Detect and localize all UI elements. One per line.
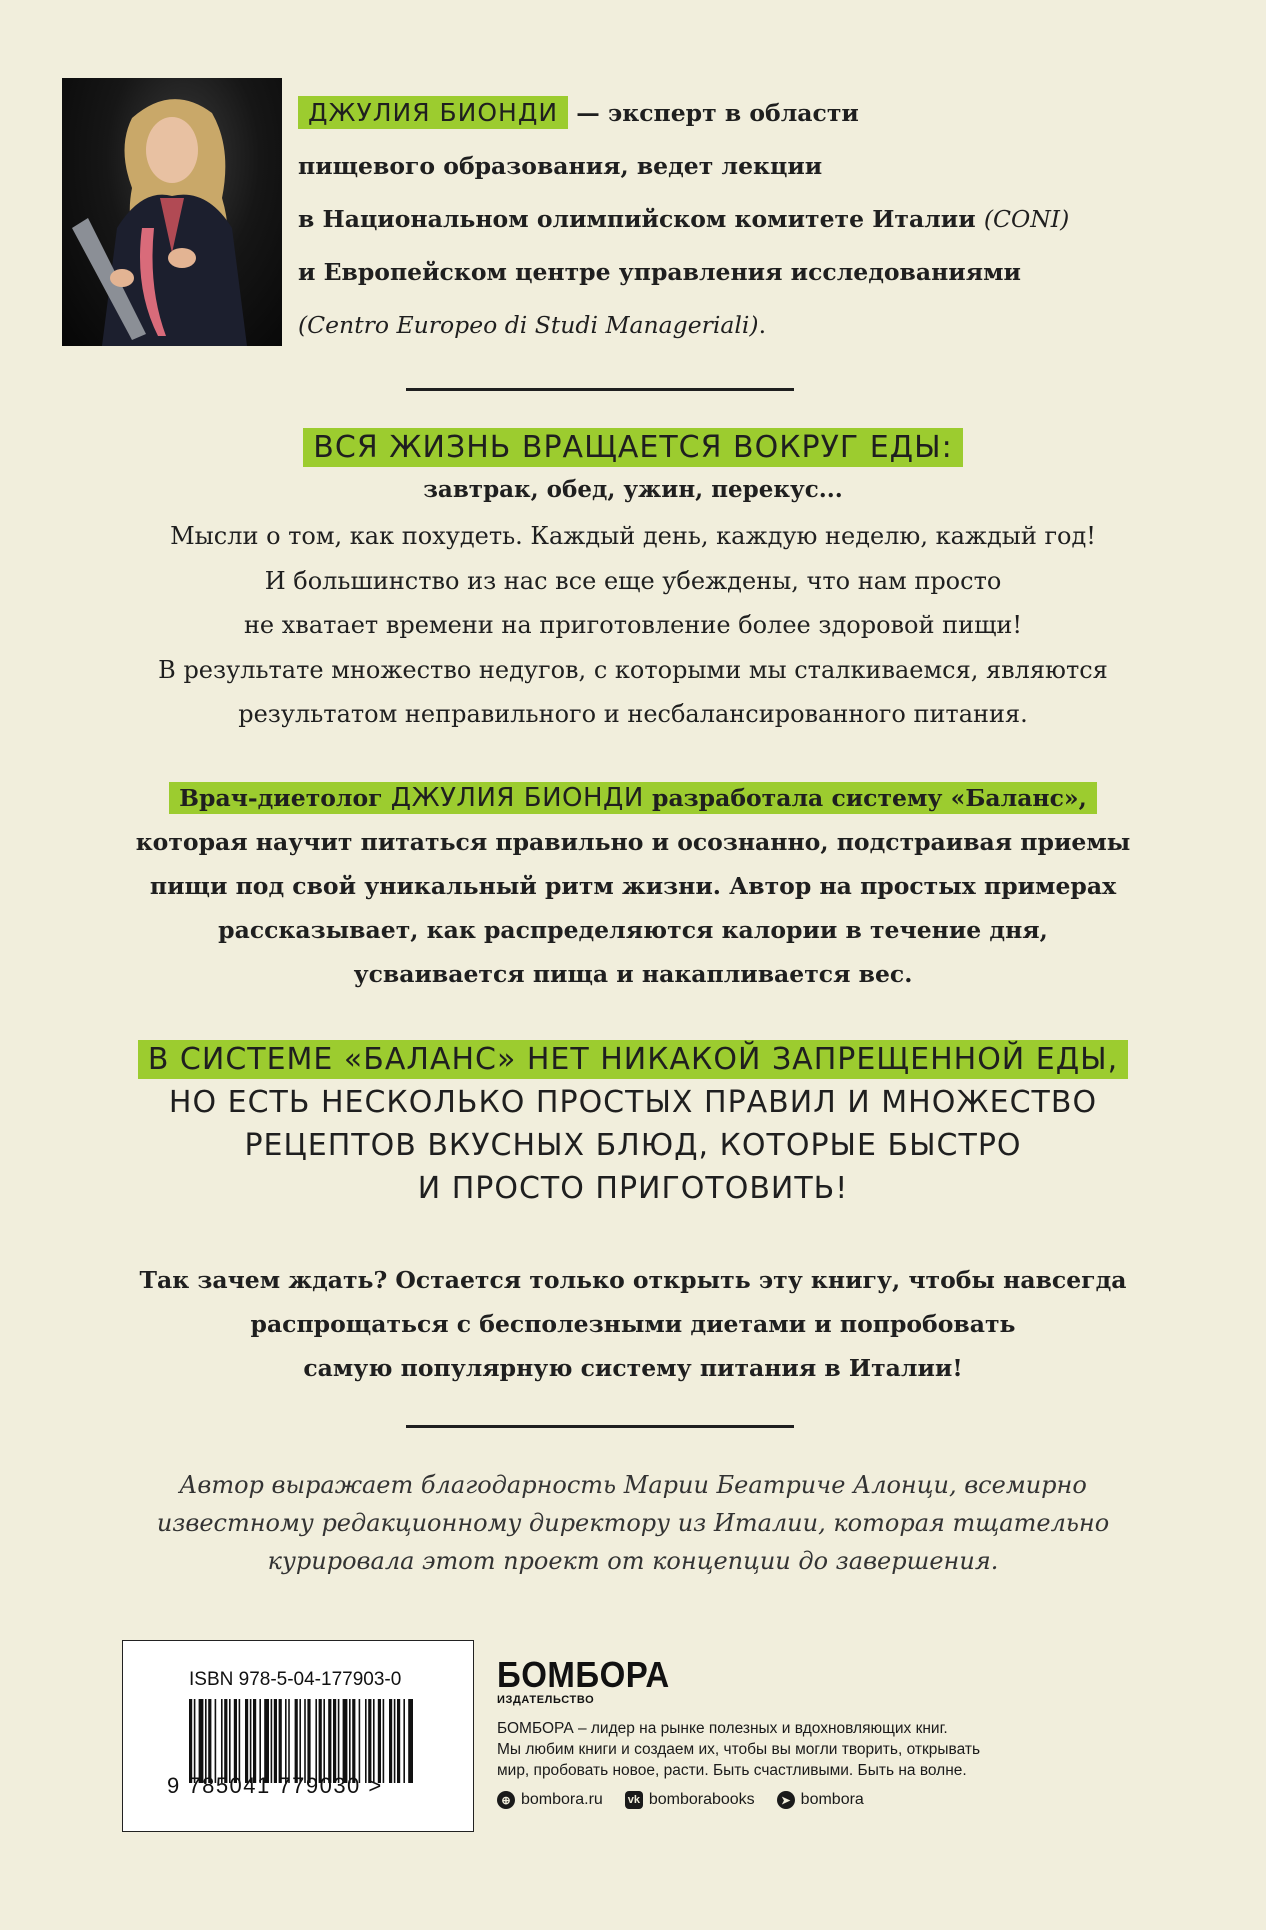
publisher-description: [497, 1718, 1057, 1781]
acknowledgement: [60, 1466, 1206, 1580]
vk-link[interactable]: vk bomborabooks: [625, 1791, 755, 1809]
text-line: курировала этот проект от концепции до завершения.: [267, 1547, 999, 1575]
text-line: Мы любим книги и создаем их, чтобы вы могли творить, открывать: [497, 1741, 981, 1758]
forbidden-food-heading: В СИСТЕМЕ «БАЛАНС» НЕТ НИКАКОЙ ЗАПРЕЩЕННОЙ ЕДЫ,: [60, 1038, 1206, 1081]
text-line: И большинство из нас все еще убеждены, что нам просто: [264, 566, 1002, 595]
text-line: БОМБОРА – лидер на рынке полезных и вдохновляющих книг.: [497, 1720, 948, 1737]
isbn-label: ISBN 978-5-04-177903-0: [189, 1669, 402, 1690]
text-line: известному редакционному директору из Италии, которая тщательно: [156, 1509, 1110, 1537]
publisher-links: [497, 1791, 1057, 1809]
balance-highlight-line: Врач-диетолог ДЖУЛИЯ БИОНДИ разработала систему «Баланс»,: [60, 776, 1206, 820]
author-bio-line-5: (Centro Europeo di Studi Manageriali).: [298, 311, 767, 339]
text-line: Автор выражает благодарность Марии Беатриче Алонци, всемирно: [179, 1471, 1087, 1499]
text-line: усваивается пища и накапливается вес.: [353, 960, 913, 988]
author-photo: [62, 78, 282, 346]
text-line: пищи под свой уникальный ритм жизни. Автор на простых примерах: [149, 872, 1117, 900]
globe-icon: ⊕: [497, 1791, 515, 1809]
author-bio: [298, 86, 1198, 352]
vk-icon: vk: [625, 1791, 643, 1809]
section-food-heading: ВСЯ ЖИЗНЬ ВРАЩАЕТСЯ ВОКРУГ ЕДЫ:: [60, 426, 1206, 470]
text-line: самую популярную систему питания в Италии!: [303, 1354, 963, 1382]
section-call-to-action: [60, 1258, 1206, 1390]
section-no-forbidden-food: [60, 1038, 1206, 1210]
telegram-icon: ➤: [777, 1791, 795, 1809]
text-line: РЕЦЕПТОВ ВКУСНЫХ БЛЮД, КОТОРЫЕ БЫСТРО: [244, 1128, 1022, 1163]
text-line: рассказывает, как распределяются калории в течение дня,: [218, 916, 1048, 944]
text-line: И ПРОСТО ПРИГОТОВИТЬ!: [417, 1171, 849, 1206]
website-link[interactable]: ⊕ bombora.ru: [497, 1791, 603, 1809]
author-bio-line-4: и Европейском центре управления исследованиями: [298, 258, 1021, 286]
author-name-highlight: ДЖУЛИЯ БИОНДИ: [298, 96, 568, 129]
text-line: распрощаться с бесполезными диетами и попробовать: [250, 1310, 1016, 1338]
divider-top: [406, 388, 794, 391]
text-line: результатом неправильного и несбалансированного питания.: [238, 700, 1028, 728]
isbn-barcode-box: [122, 1640, 474, 1832]
text-line: Мысли о том, как похудеть. Каждый день, каждую неделю, каждый год!: [170, 522, 1096, 550]
publisher-subtitle: ИЗДАТЕЛЬСТВО: [497, 1694, 595, 1706]
barcode-image: [189, 1699, 413, 1783]
text-line: мир, пробовать новое, расти. Быть счастливыми. Быть на волне.: [497, 1762, 967, 1779]
author-bio-line-1: ДЖУЛИЯ БИОНДИ — эксперт в области: [298, 86, 1198, 140]
publisher-block: [497, 1653, 1057, 1809]
telegram-link[interactable]: ➤ bombora: [777, 1791, 864, 1809]
section-food-body: [60, 514, 1206, 737]
author-bio-line-2: пищевого образования, ведет лекции: [298, 152, 823, 180]
author-bio-line-3: в Национальном олимпийском комитете Италии (CONI): [298, 205, 1070, 233]
section-balance-system: [60, 776, 1206, 996]
divider-bottom: [406, 1425, 794, 1428]
section-food-subheading: завтрак, обед, ужин, перекус...: [423, 476, 843, 503]
text-line: не хватает времени на приготовление более здоровой пищи!: [243, 611, 1023, 639]
text-line: В результате множество недугов, с которыми мы сталкиваемся, являются: [158, 655, 1108, 684]
barcode-digits: 9 785041 779030 >: [167, 1773, 383, 1798]
text-line: которая научит питаться правильно и осознанно, подстраивая приемы: [135, 828, 1131, 856]
text-line: Так зачем ждать? Остается только открыть эту книгу, чтобы навсегда: [139, 1266, 1127, 1294]
publisher-logo: БОМБОРА: [497, 1653, 670, 1695]
text-line: НО ЕСТЬ НЕСКОЛЬКО ПРОСТЫХ ПРАВИЛ И МНОЖЕСТВО: [168, 1085, 1098, 1120]
